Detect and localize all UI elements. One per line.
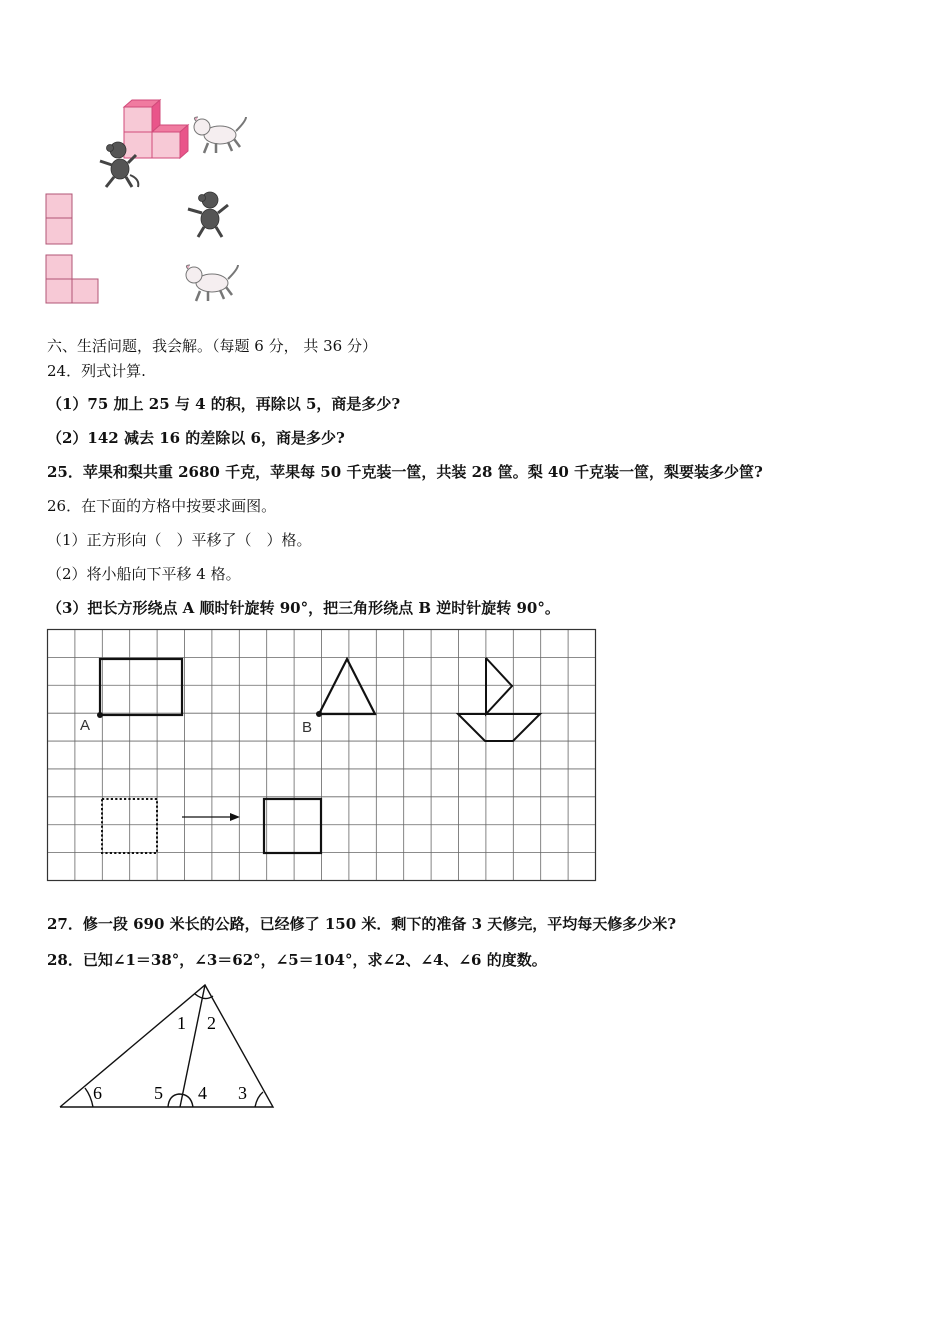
view-two-stacked xyxy=(46,194,72,244)
angle-label-5: 5 xyxy=(154,1083,163,1103)
angle-label-3: 3 xyxy=(238,1083,247,1103)
point-b xyxy=(316,711,322,717)
cube-stack xyxy=(124,100,188,158)
q28-title: 28．已知∠1＝38°，∠3＝62°，∠5＝104°，求∠2、∠4、∠6 的度数。 xyxy=(47,951,547,969)
dog-icon xyxy=(186,265,238,301)
triangle-shape xyxy=(319,659,375,714)
arrow-right-icon xyxy=(182,813,240,821)
section-six-heading: 六、生活问题，我会解。（每题 6 分， 共 36 分） xyxy=(47,337,377,355)
dog-icon xyxy=(194,117,246,153)
angle-label-1: 1 xyxy=(177,1013,186,1033)
q24-title: 24．列式计算. xyxy=(47,362,146,380)
angle-label-2: 2 xyxy=(207,1013,216,1033)
view-l-shape xyxy=(46,255,98,303)
q24-part2: （2）142 减去 16 的差除以 6，商是多少? xyxy=(47,429,345,447)
q25-title: 25．苹果和梨共重 2680 千克，苹果每 50 千克装一筐，共装 28 筐。梨 40 千克装一筐，梨要装多少筐? xyxy=(47,463,763,481)
angle-label-6: 6 xyxy=(93,1083,102,1103)
q26-part3: （3）把长方形绕点 A 顺时针旋转 90°，把三角形绕点 B 逆时针旋转 90°。 xyxy=(47,599,560,617)
boat-shape xyxy=(458,658,540,741)
q24-part1: （1）75 加上 25 与 4 的积，再除以 5，商是多少? xyxy=(47,395,401,413)
q26-title: 26．在下面的方格中按要求画图。 xyxy=(47,497,277,515)
q28-triangle-figure xyxy=(55,980,285,1115)
solid-square xyxy=(264,799,321,853)
monkey-icon xyxy=(188,192,228,237)
point-a xyxy=(97,712,103,718)
q26-part1: （1）正方形向（ ）平移了（ ）格。 xyxy=(47,531,312,549)
label-a: A xyxy=(80,717,91,734)
label-b: B xyxy=(302,719,313,736)
angle-label-4: 4 xyxy=(198,1083,207,1103)
q26-part2: （2）将小船向下平移 4 格。 xyxy=(47,565,241,583)
q26-grid-figure xyxy=(46,628,598,884)
rectangle-shape xyxy=(100,659,182,715)
q27-title: 27．修一段 690 米长的公路，已经修了 150 米．剩下的准备 3 天修完，平均每天修多少米? xyxy=(47,915,677,933)
